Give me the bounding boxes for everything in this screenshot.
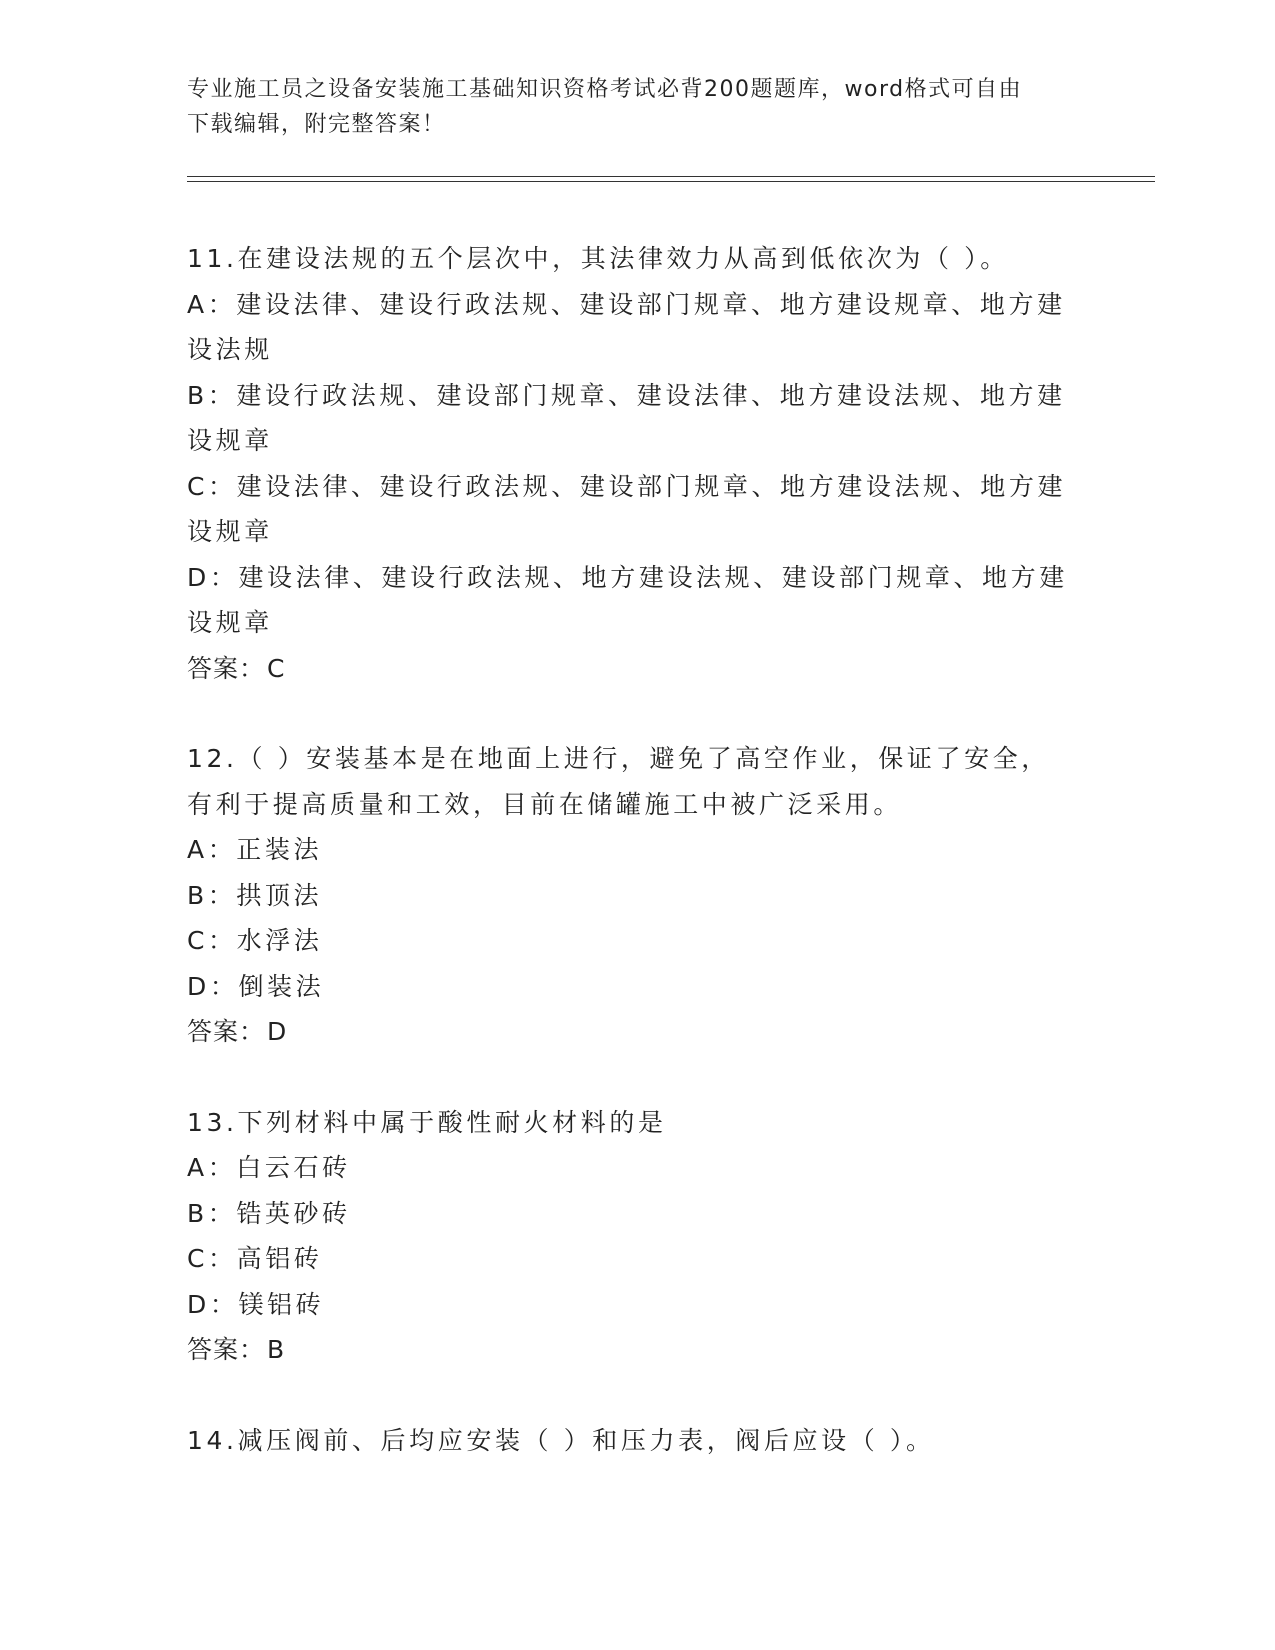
answer-value: D [267,1017,288,1046]
option-line: B：拱顶法 [187,880,323,910]
answer-label: 答案： [187,1335,266,1364]
question-stem-line: 有利于提高质量和工效，目前在储罐施工中被广泛采用。 [187,789,903,819]
option-line: 设规章 [187,426,273,455]
option-line: C：水浮法 [187,926,323,955]
answer-line [187,1327,1087,1373]
option-line: D：建设法律、建设行政法规、地方建设法规、建设部门规章、地方建 [187,562,1068,592]
question-list [187,236,1087,1508]
header-line-2: 下载编辑，附完整答案！ [187,112,446,137]
option-line: C：高铝砖 [187,1244,323,1273]
answer-label: 答案： [187,653,266,683]
question-block [187,236,1087,691]
option-line: A：建设法律、建设行政法规、建设部门规章、地方建设规章、地方建 [187,289,1066,319]
option-line: 设规章 [187,517,273,546]
option-line: 设规章 [187,608,273,637]
question-stem-line: 11.在建设法规的五个层次中，其法律效力从高到低依次为（ ）。 [187,244,1009,273]
option-line: B：建设行政法规、建设部门规章、建设法律、地方建设法规、地方建 [187,380,1066,410]
question-stem-line: 12.（ ）安装基本是在地面上进行，避免了高空作业，保证了安全， [187,744,1050,773]
question-block [187,1100,1087,1373]
header-divider [187,176,1155,182]
answer-value: C [267,653,286,683]
option-line: C：建设法律、建设行政法规、建设部门规章、地方建设法规、地方建 [187,471,1067,501]
question-block [187,736,1087,1055]
question-block [187,1418,1087,1464]
option-line: A：正装法 [187,835,323,864]
option-line: D：镁铝砖 [187,1289,325,1319]
page-header [187,72,1067,142]
header-line-1: 专业施工员之设备安装施工基础知识资格考试必背200题题库，word格式可自由 [187,77,1023,102]
answer-line [187,1009,1087,1055]
answer-line [187,646,1087,692]
question-stem-line: 14.减压阀前、后均应安装（ ）和压力表，阀后应设（ ）。 [187,1425,935,1455]
option-line: D：倒装法 [187,971,325,1001]
answer-value: B [267,1335,286,1364]
option-line: 设法规 [187,335,273,364]
answer-label: 答案： [187,1017,266,1046]
option-line: A：白云石砖 [187,1153,351,1182]
question-stem-line: 13.下列材料中属于酸性耐火材料的是 [187,1107,667,1137]
option-line: B：锆英砂砖 [187,1198,351,1228]
